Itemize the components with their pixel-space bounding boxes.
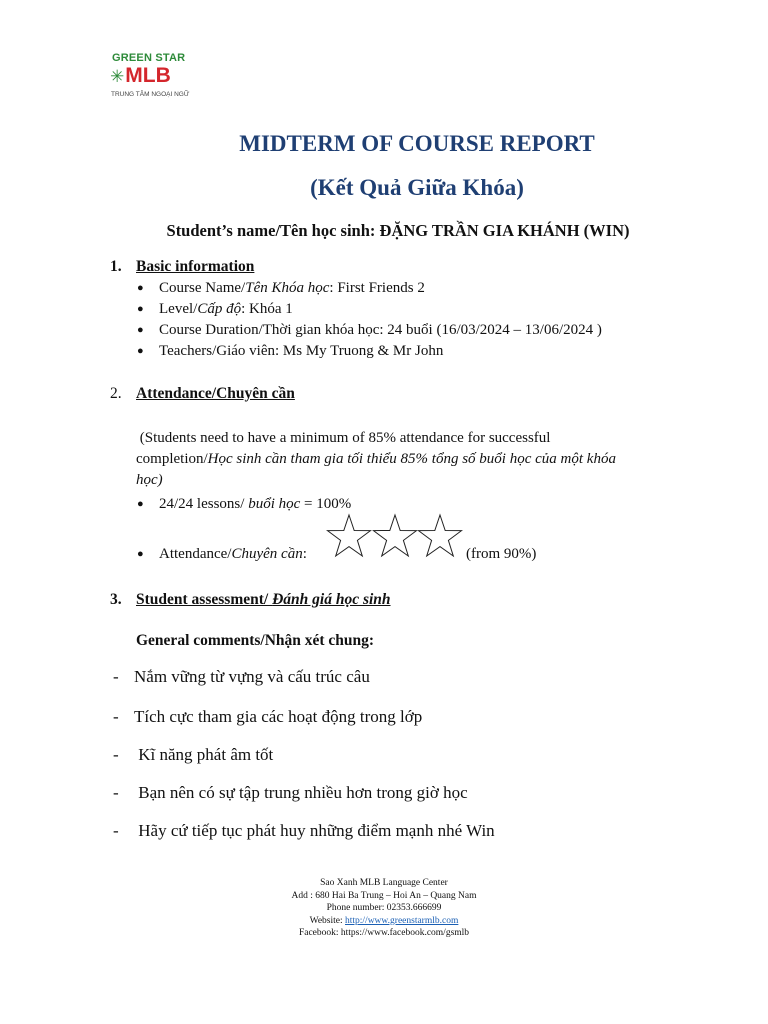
section-title-vi: Đánh giá học sinh (272, 591, 391, 608)
star-icon (328, 515, 371, 556)
comment-text: Nắm vững từ vựng và cấu trúc câu (134, 667, 370, 686)
section-1-heading (110, 258, 254, 276)
footer (0, 877, 768, 940)
note-line-3-vi: học) (136, 472, 163, 488)
lessons-label-vi: buổi học (248, 496, 301, 512)
bullet-icon: ● (137, 303, 144, 315)
dash-icon: - (113, 745, 119, 764)
attendance-label: Attendance/ (159, 546, 232, 562)
comment-item (113, 707, 422, 727)
dash-icon: - (113, 667, 119, 686)
logo-main-text (110, 64, 171, 88)
note-line-2: completion/ (136, 451, 208, 467)
section-2-heading (110, 385, 295, 403)
teachers-text: Teachers/Giáo viên: Ms My Truong & Mr John (159, 343, 444, 359)
section-3-heading (110, 591, 391, 609)
comment-text: Hãy cứ tiếp tục phát huy những điểm mạnh nhé Win (134, 821, 495, 840)
dash-icon: - (113, 707, 119, 726)
bullet-icon: ● (137, 498, 144, 510)
star-icon (374, 515, 417, 556)
comment-item (113, 821, 495, 841)
dash-icon: - (113, 821, 119, 840)
bullet-icon: ● (137, 324, 144, 336)
website-link[interactable]: http://www.greenstarmlb.com (345, 915, 459, 926)
dash-icon: - (113, 783, 119, 802)
duration-text: Course Duration/Thời gian khóa học: 24 buổi (16/03/2024 – 13/06/2024 ) (159, 322, 602, 338)
footer-phone: Phone number: 02353.666699 (326, 903, 442, 913)
attendance-star-rating (326, 513, 464, 563)
lessons-percent: = 100% (300, 496, 352, 512)
section-number: 3. (110, 591, 122, 608)
level-label: Level/ (159, 301, 198, 317)
star-icon (419, 515, 462, 556)
logo-top-text: GREEN STAR (112, 52, 186, 64)
section-number: 1. (110, 258, 122, 275)
page-subtitle: (Kết Quả Giữa Khóa) (310, 175, 524, 200)
comment-item (113, 667, 370, 687)
bullet-icon: ● (137, 282, 144, 294)
section-number: 2. (110, 385, 122, 402)
course-label: Course Name/ (159, 280, 246, 296)
attendance-label-vi: Chuyên cần (231, 546, 303, 562)
section-title: Attendance/Chuyên cần (136, 385, 295, 402)
footer-facebook: Facebook: https://www.facebook.com/gsmlb (298, 928, 470, 938)
comment-item (113, 745, 273, 765)
section-title: Student assessment/ (136, 591, 273, 608)
star-burst-icon: ✳ (110, 67, 125, 86)
attendance-note (136, 428, 696, 491)
page-title: MIDTERM OF COURSE REPORT (239, 131, 595, 156)
section-title: Basic information (136, 258, 255, 275)
footer-address: Add : 680 Hai Ba Trung – Hoi An – Quang Nam (291, 890, 477, 901)
bullet-icon: ● (137, 345, 144, 357)
attendance-threshold: (from 90%) (466, 546, 537, 562)
website-label: Website: (309, 915, 345, 926)
comment-text: Bạn nên có sự tập trung nhiều hơn trong giờ học (134, 783, 468, 802)
general-comments-label: General comments/Nhận xét chung: (136, 632, 375, 649)
student-name-line: Student’s name/Tên học sinh: ĐẶNG TRẦN GIA KHÁNH (WIN) (166, 221, 630, 240)
logo-brand-name: MLB (125, 64, 171, 87)
logo (108, 50, 218, 110)
level-value: : Khóa 1 (241, 301, 293, 317)
bullet-icon: ● (137, 548, 144, 560)
logo-sub-text: TRUNG TÂM NGOẠI NGỮ (111, 91, 190, 98)
level-label-vi: Cấp độ (197, 301, 242, 317)
note-line-1: (Students need to have a minimum of 85% attendance for successful (139, 430, 551, 446)
note-line-2-vi: Học sinh cần tham gia tối thiểu 85% tổng số buổi học của một khóa (207, 451, 616, 467)
course-value: : First Friends 2 (329, 280, 425, 296)
course-label-vi: Tên Khóa học (245, 280, 330, 296)
comment-text: Tích cực tham gia các hoạt động trong lớp (134, 707, 423, 726)
attendance-colon: : (302, 546, 307, 562)
comment-item (113, 783, 468, 803)
lessons-count: 24/24 lessons/ (159, 496, 249, 512)
footer-website (0, 915, 768, 928)
comment-text: Kĩ năng phát âm tốt (134, 745, 274, 764)
footer-center-name: Sao Xanh MLB Language Center (320, 878, 448, 888)
